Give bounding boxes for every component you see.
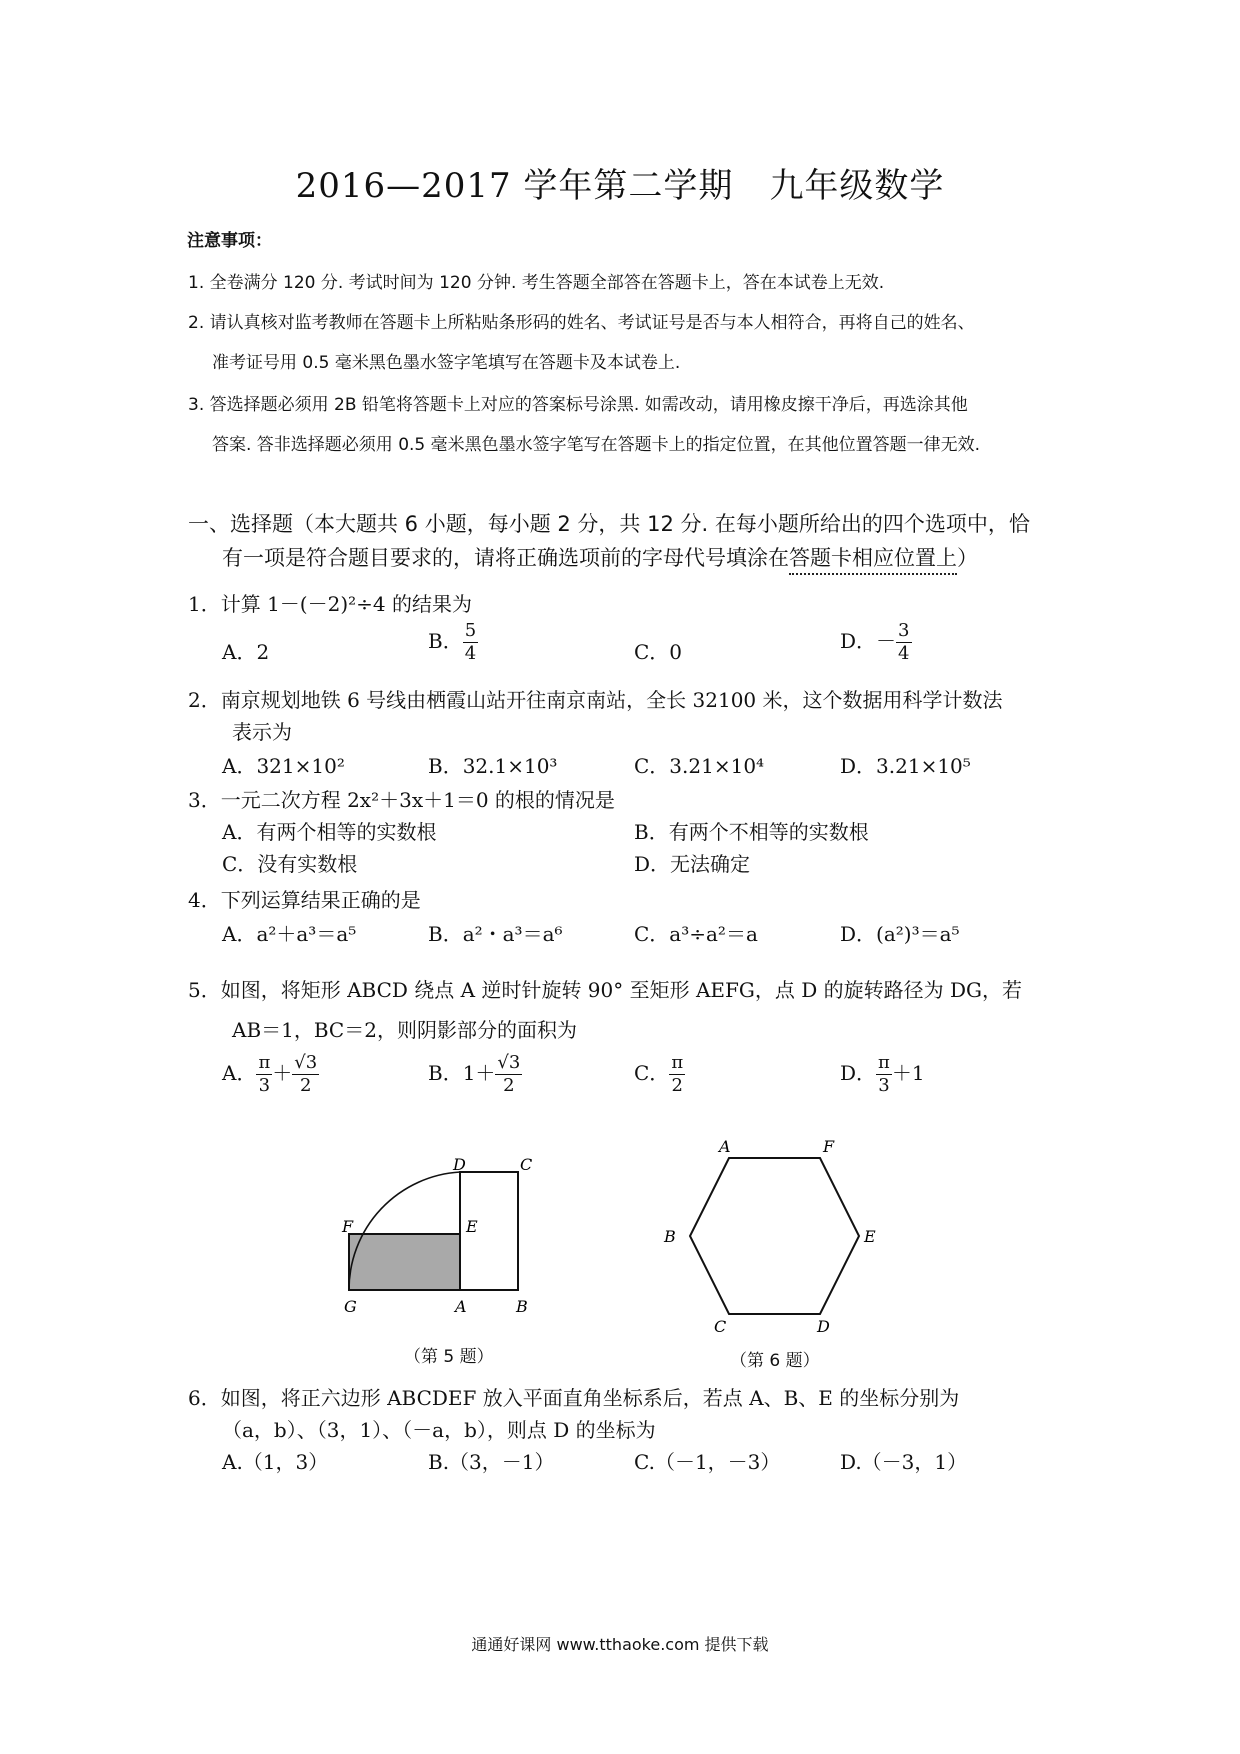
fig5-lbl-d: D <box>453 1155 466 1174</box>
q1-d-den: 4 <box>898 643 910 664</box>
q6-option-b: B.（3，－1） <box>428 1450 555 1474</box>
fig5-lbl-e: E <box>466 1217 478 1236</box>
q5-a-label: A． <box>222 1061 257 1085</box>
title-part2: 九年级数学 <box>769 166 945 206</box>
fig6-lbl-e: E <box>864 1227 876 1246</box>
notice-item-3-cont: 答案. 答非选择题必须用 0.5 毫米黑色墨水签字笔写在答题卡上的指定位置，在其他位置答题一律无效. <box>212 435 981 455</box>
footer-source: 通通好课网 www.tthaoke.com 提供下载 <box>471 1635 769 1654</box>
q5-c-label: C． <box>634 1061 670 1085</box>
q5-a-d1: 3 <box>258 1075 271 1096</box>
fig6-lbl-c: C <box>714 1317 727 1336</box>
q5-a-plus: ＋ <box>272 1061 293 1085</box>
q3-option-a: A．有两个相等的实数根 <box>222 820 437 844</box>
fig5-lbl-g: G <box>344 1297 357 1316</box>
fig5-lbl-f: F <box>342 1217 354 1236</box>
q5-b-label: B．1＋ <box>428 1061 496 1085</box>
fig5-lbl-a: A <box>455 1297 467 1316</box>
q2-option-d: D．3.21×10⁵ <box>840 754 971 778</box>
q5-b-d: 2 <box>503 1075 515 1096</box>
fig6-lbl-f: F <box>823 1137 835 1156</box>
notice-item-1: 1. 全卷满分 120 分. 考试时间为 120 分钟. 考生答题全部答在答题卡上，答在本试卷上无效. <box>188 273 885 293</box>
q1-d-label: D．－ <box>840 629 897 653</box>
q1-b-den: 4 <box>464 643 477 664</box>
q5-c-d: 2 <box>671 1075 683 1096</box>
notice-item-2-cont: 准考证号用 0.5 毫米黑色墨水签字笔填写在答题卡及本试卷上. <box>212 353 681 373</box>
q5-stem-1: 5．如图，将矩形 ABCD 绕点 A 逆时针旋转 90° 至矩形 AEFG，点 D 的旋转路径为 DG，若 <box>188 978 1022 1002</box>
q4-option-b: B．a²・a³＝a⁶ <box>428 922 563 946</box>
q5-c-n: π <box>671 1052 684 1073</box>
q3-option-c: C．没有实数根 <box>222 852 358 876</box>
q3-option-d: D．无法确定 <box>634 852 751 876</box>
q5-d-n: π <box>878 1052 890 1073</box>
q5-a-n2: √3 <box>294 1052 318 1073</box>
q4-stem: 4．下列运算结果正确的是 <box>188 888 421 912</box>
q1-option-c: C．0 <box>634 640 683 664</box>
q1-option-a: A．2 <box>222 640 270 664</box>
q5-d-tail: ＋1 <box>891 1061 925 1085</box>
q6-stem-2: （a，b）、（3，1）、（－a，b），则点 D 的坐标为 <box>222 1418 656 1442</box>
fig6-lbl-d: D <box>817 1317 830 1336</box>
q1-stem: 1．计算 1－(－2)²÷4 的结果为 <box>188 592 472 616</box>
q3-stem: 3．一元二次方程 2x²＋3x＋1＝0 的根的情况是 <box>188 788 615 812</box>
fig5-caption: （第 5 题） <box>404 1347 494 1367</box>
q6-option-a: A.（1，3） <box>222 1450 329 1474</box>
q1-b-num: 5 <box>464 620 477 641</box>
section-1-line1: 一、选择题（本大题共 6 小题，每小题 2 分，共 12 分. 在每小题所给出的四个选项中，恰 <box>188 512 1030 536</box>
notice-item-3: 3. 答选择题必须用 2B 铅笔将答题卡上对应的答案标号涂黑. 如需改动，请用橡皮擦干净后，再选涂其他 <box>188 395 968 415</box>
notice-heading: 注意事项： <box>187 231 272 251</box>
q4-option-c: C．a³÷a²＝a <box>634 922 758 946</box>
fig5-lbl-c: C <box>520 1155 533 1174</box>
q1-b-label: B． <box>428 629 463 653</box>
fig5-shade <box>349 1234 461 1290</box>
q4-option-a: A．a²＋a³＝a⁵ <box>222 922 357 946</box>
q5-d-label: D． <box>840 1061 877 1085</box>
q1-d-num: 3 <box>898 620 910 641</box>
q5-a-d2: 2 <box>300 1075 312 1096</box>
title-part1: 2016—2017 学年第二学期 <box>295 166 734 206</box>
q5-stem-2: AB＝1，BC＝2，则阴影部分的面积为 <box>232 1018 577 1042</box>
q2-option-c: C．3.21×10⁴ <box>634 754 765 778</box>
q5-d-d: 3 <box>878 1075 890 1096</box>
q2-stem-2: 表示为 <box>232 720 292 744</box>
fig6-lbl-b: B <box>664 1227 676 1246</box>
q5-b-n: √3 <box>497 1052 521 1073</box>
notice-item-2: 2. 请认真核对监考教师在答题卡上所粘贴条形码的姓名、考试证号是否与本人相符合，再将自己的姓名、 <box>188 313 975 333</box>
q2-option-b: B．32.1×10³ <box>428 754 558 778</box>
q3-option-b: B．有两个不相等的实数根 <box>634 820 869 844</box>
q2-option-a: A．321×10² <box>222 754 345 778</box>
q5-a-n1: π <box>258 1052 271 1073</box>
section-1-line2-pre: 有一项是符合题目要求的，请将正确选项前的字母代号填涂在 <box>222 546 789 570</box>
section-1-emphasis: 答题卡相应位置上 <box>789 546 957 575</box>
q6-option-c: C.（－1，－3） <box>634 1450 781 1474</box>
fig5-lbl-b: B <box>516 1297 528 1316</box>
q2-stem-1: 2．南京规划地铁 6 号线由栖霞山站开往南京南站，全长 32100 米，这个数据用科学计数法 <box>188 688 1003 712</box>
section-1-line2-post: ） <box>957 546 978 570</box>
q6-option-d: D.（－3，1） <box>840 1450 968 1474</box>
q4-option-d: D．(a²)³＝a⁵ <box>840 922 960 946</box>
fig6-caption: （第 6 题） <box>730 1351 820 1371</box>
q6-stem-1: 6．如图，将正六边形 ABCDEF 放入平面直角坐标系后，若点 A、B、E 的坐标分别为 <box>188 1386 960 1410</box>
fig6-lbl-a: A <box>719 1137 731 1156</box>
fig6-hexagon <box>690 1158 859 1314</box>
